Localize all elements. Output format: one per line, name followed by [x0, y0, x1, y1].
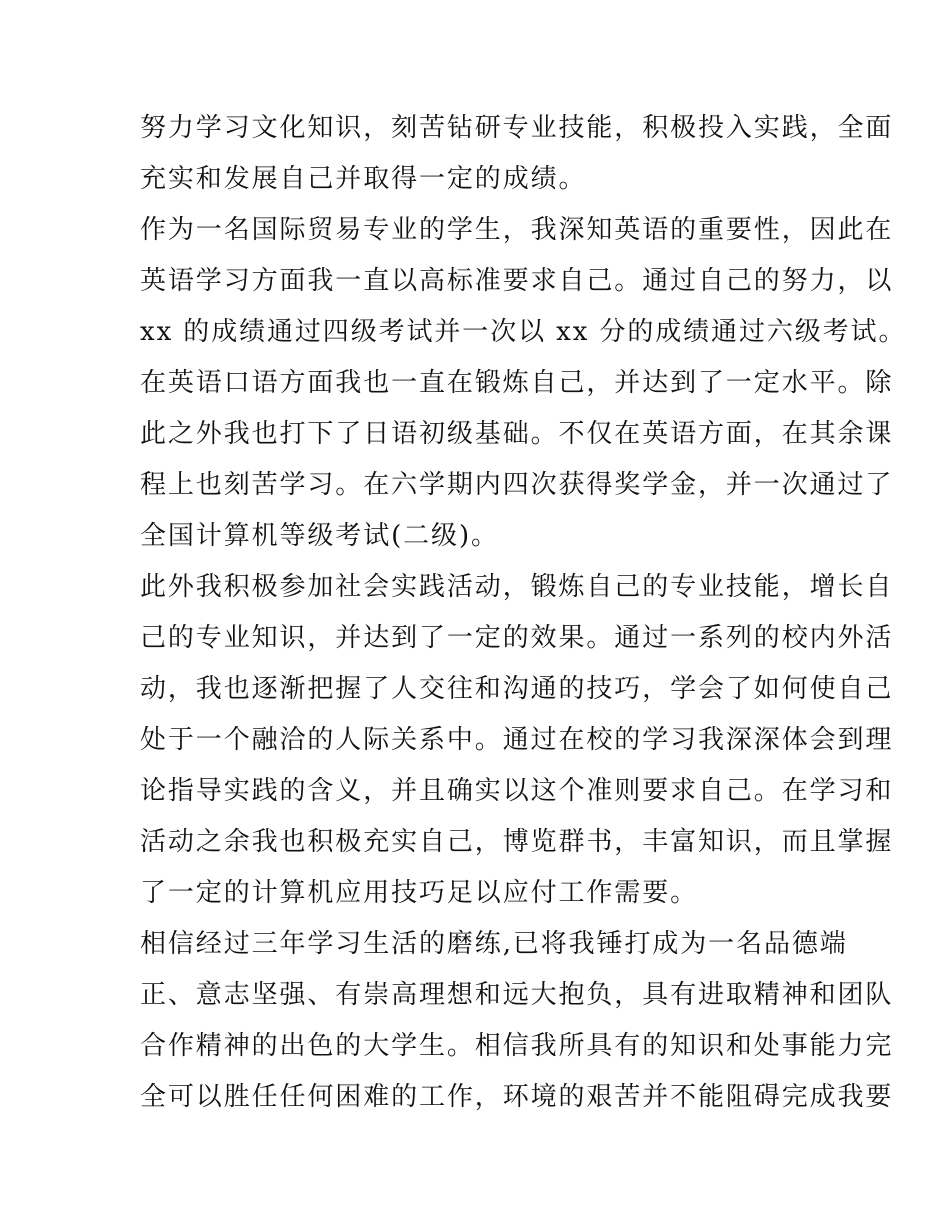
text-line: 了一定的计算机应用技巧足以应付工作需要。 [140, 878, 699, 908]
text-line: 此外我积极参加社会实践活动，锻炼自己的专业技能，增长自 [140, 572, 894, 602]
text-line: 此之外我也打下了日语初级基础。不仅在英语方面，在其余课 [140, 419, 894, 449]
text-line: 合作精神的出色的大学生。相信我所具有的知识和处事能力完 [140, 1031, 894, 1061]
text-line: 英语学习方面我一直以高标准要求自己。通过自己的努力，以 [140, 266, 894, 296]
text-line: 处于一个融洽的人际关系中。通过在校的学习我深深体会到理 [140, 725, 894, 755]
text-line: xx 的成绩通过四级考试并一次以 xx 分的成绩通过六级考试。 [140, 317, 907, 347]
text-line: 作为一名国际贸易专业的学生，我深知英语的重要性，因此在 [140, 215, 894, 245]
text-line: 活动之余我也积极充实自己，博览群书，丰富知识，而且掌握 [140, 827, 894, 857]
text-line: 程上也刻苦学习。在六学期内四次获得奖学金，并一次通过了 [140, 470, 894, 500]
text-line: 论指导实践的含义，并且确实以这个准则要求自己。在学习和 [140, 776, 894, 806]
text-line: 充实和发展自己并取得一定的成绩。 [140, 164, 587, 194]
text-line: 全可以胜任任何困难的工作，环境的艰苦并不能阻碍完成我要 [140, 1082, 894, 1112]
text-line: 相信经过三年学习生活的磨练,已将我锤打成为一名品德端 [140, 929, 848, 959]
text-line: 在英语口语方面我也一直在锻炼自己，并达到了一定水平。除 [140, 368, 894, 398]
text-line: 动，我也逐渐把握了人交往和沟通的技巧，学会了如何使自己 [140, 674, 894, 704]
text-line: 努力学习文化知识，刻苦钻研专业技能，积极投入实践，全面 [140, 113, 894, 143]
text-line: 己的专业知识，并达到了一定的效果。通过一系列的校内外活 [140, 623, 894, 653]
text-line: 全国计算机等级考试(二级)。 [140, 521, 499, 551]
document-body [140, 103, 907, 1123]
text-line: 正、意志坚强、有崇高理想和远大抱负，具有进取精神和团队 [140, 980, 894, 1010]
